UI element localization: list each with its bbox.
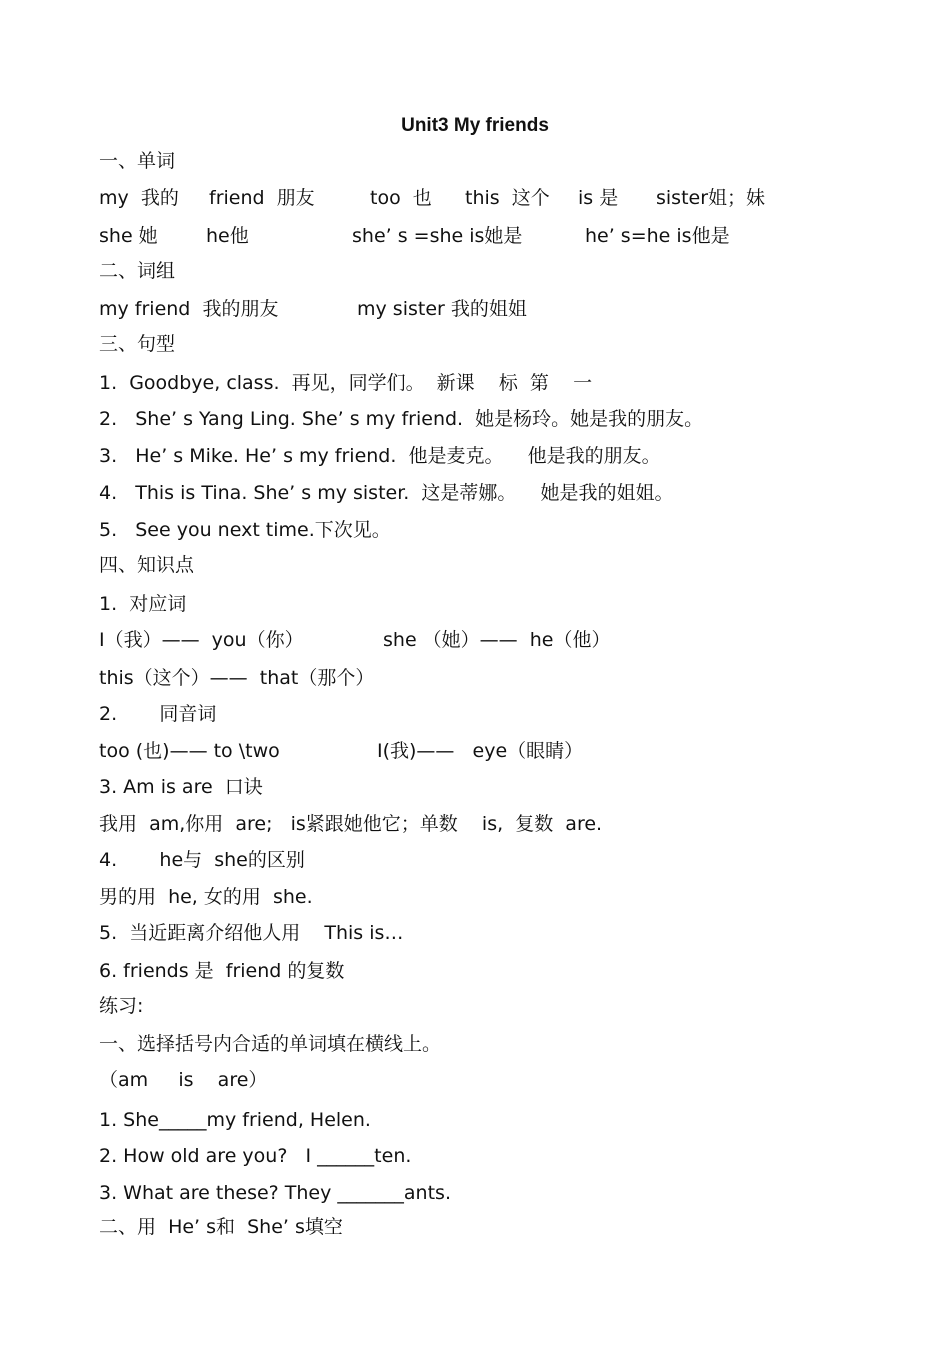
word-entry: is 是 <box>578 187 619 209</box>
word-entry: she 她 <box>99 225 158 247</box>
exercise-item: 1. She_____my friend, Helen. <box>99 1109 371 1131</box>
sentence-item: 5. See you next time.下次见。 <box>99 519 391 541</box>
knowledge-item: 6. friends 是 friend 的复数 <box>99 960 345 982</box>
knowledge-pair: I（我）—— you（你） <box>99 629 304 651</box>
section-heading-knowledge: 四、知识点 <box>99 554 195 576</box>
word-entry: he’ s=he is他是 <box>585 225 730 247</box>
word-entry: friend 朋友 <box>209 187 315 209</box>
knowledge-pair: this（这个）—— that（那个） <box>99 667 375 689</box>
section-heading-words: 一、单词 <box>99 150 176 172</box>
sentence-item: 2. She’ s Yang Ling. She’ s my friend. 她是杨玲。她是我的朋友。 <box>99 408 704 430</box>
knowledge-pair: she （她）—— he（他） <box>383 629 611 651</box>
word-entry: sister姐；妹 <box>656 187 766 209</box>
practice-label: 练习: <box>99 995 144 1017</box>
exercise-item: 3. What are these? They _______ants. <box>99 1182 451 1204</box>
phrase-entry: my sister 我的姐姐 <box>357 298 527 320</box>
word-entry: she’ s =she is她是 <box>352 225 523 247</box>
knowledge-item: 5. 当近距离介绍他人用 This is… <box>99 922 404 944</box>
word-entry: my 我的 <box>99 187 179 209</box>
knowledge-body: 男的用 he, 女的用 she. <box>99 886 313 908</box>
knowledge-pair: I(我)—— eye（眼睛） <box>377 740 584 762</box>
exercise-item: 2. How old are you? I ______ten. <box>99 1145 412 1167</box>
sentence-item: 1. Goodbye, class. 再见，同学们。 新课 标 第 一 <box>99 372 593 394</box>
exercise-options: （am is are） <box>99 1069 268 1091</box>
exercise-title: 一、选择括号内合适的单词填在横线上。 <box>99 1033 442 1055</box>
word-entry: he他 <box>206 225 249 247</box>
knowledge-body: 我用 am,你用 are; is紧跟她他它；单数 is, 复数 are. <box>99 813 603 835</box>
sentence-item: 4. This is Tina. She’ s my sister. 这是蒂娜。 她是我的姐姐。 <box>99 482 674 504</box>
exercise-title: 二、用 He’ s和 She’ s填空 <box>99 1216 343 1238</box>
knowledge-subtitle: 1. 对应词 <box>99 593 187 615</box>
section-heading-sentences: 三、句型 <box>99 333 176 355</box>
knowledge-subtitle: 2. 同音词 <box>99 703 217 725</box>
knowledge-pair: too (也)—— to \two <box>99 740 280 762</box>
word-entry: too 也 <box>370 187 432 209</box>
knowledge-subtitle: 3. Am is are 口诀 <box>99 776 263 798</box>
knowledge-subtitle: 4. he与 she的区别 <box>99 849 305 871</box>
section-heading-phrases: 二、词组 <box>99 260 176 282</box>
page-title: Unit3 My friends <box>401 115 549 136</box>
phrase-entry: my friend 我的朋友 <box>99 298 279 320</box>
word-entry: this 这个 <box>465 187 550 209</box>
sentence-item: 3. He’ s Mike. He’ s my friend. 他是麦克。 他是我的朋友。 <box>99 445 661 467</box>
